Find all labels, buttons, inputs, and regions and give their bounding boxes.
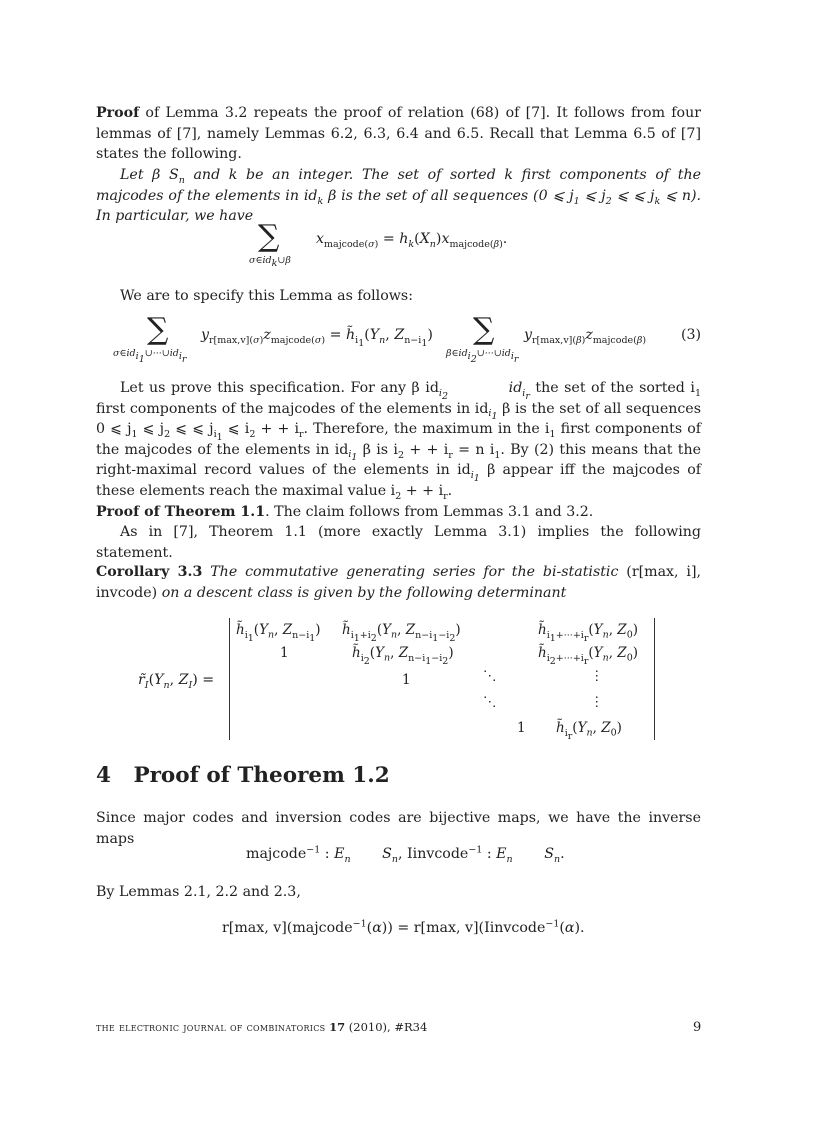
proof-lemma-text: of Lemma 3.2 repeats the proof of relation (68) of [7]. It follows from four lemmas of [7], namely Lemmas 6.2, 6.3, 6.4 and 6.5. Recall that Lemma 6.5 of [7] states the following.	[96, 105, 701, 162]
specify-text: We are to specify this Lemma as follows:	[120, 288, 413, 304]
page-footer	[96, 1020, 427, 1034]
journal-issue: (2010), #R34	[348, 1020, 428, 1034]
section-heading	[96, 763, 390, 788]
rmax-equation: r[max, v](majcode$^{-1}$(α)) = r[max, v](Iinvcode$^{-1}$(α).	[222, 918, 585, 936]
proof-theorem-11: Proof of Theorem 1.1. The claim follows from Lemmas 3.1 and 3.2.	[96, 504, 594, 520]
specification-proof-paragraph: Let us prove this specification. For any β $id_{i_2}$ $id_{i_r}$ the set of the sorted $i_1$ first components of the majcodes of the elements in $id_{i_1}$ β is the set of all sequences 0 ⩽ $j_1$ ⩽ $j_2$ ⩽ ⩽ $j_{i_1}$ ⩽ $i_2$ + + $i_r$. Therefore, the maximum in the $i_1$ first components of the majcodes of the elements in $id_{i_1}$ β is $i_2$ + + $i_r = n$ $i_1$. By (2) this means that the right-maximal record values of the elements in $id_{i_1}$ β appear iff the majcodes of these elements reach the maximal value $i_2$ + + $i_r$.	[96, 380, 702, 502]
proof-head: Proof	[96, 105, 140, 121]
by-lemmas-text: By Lemmas 2.1, 2.2 and 2.3,	[96, 884, 301, 900]
journal-volume: 17	[329, 1020, 346, 1034]
equation-number: (3)	[681, 327, 702, 343]
as-in-text: As in [7], Theorem 1.1 (more exactly Lemma 3.1) implies the following statement.	[96, 524, 701, 561]
journal-name: the electronic journal of combinatorics	[96, 1020, 326, 1034]
page-number: 9	[693, 1020, 702, 1035]
proof-lemma-paragraph	[96, 103, 701, 165]
corollary-33: Corollary 3.3 The commutative generating series for the bi-statistic (r[max, i], invcode) on a descent class is given by the following determinant	[96, 564, 701, 601]
since-text: Since major codes and inversion codes are bijective maps, we have the inverse maps	[96, 810, 701, 847]
inverse-maps-equation: majcode$^{-1}$ : $E_n$ $S_n$, Iinvcode$^{-1}$ : $E_n$ $S_n$.	[246, 844, 565, 865]
lemma-65-statement: Let β $S_n$ and k be an integer. The set of sorted k first components of the majcodes of the elements in $id_k$ β is the set of all sequences (0 ⩽ $j_1$ ⩽ $j_2$ ⩽ ⩽ $j_k$ ⩽ n). In particular, we have	[96, 167, 702, 224]
section-number: 4	[96, 763, 111, 788]
section-title: Proof of Theorem 1.2	[133, 763, 390, 788]
